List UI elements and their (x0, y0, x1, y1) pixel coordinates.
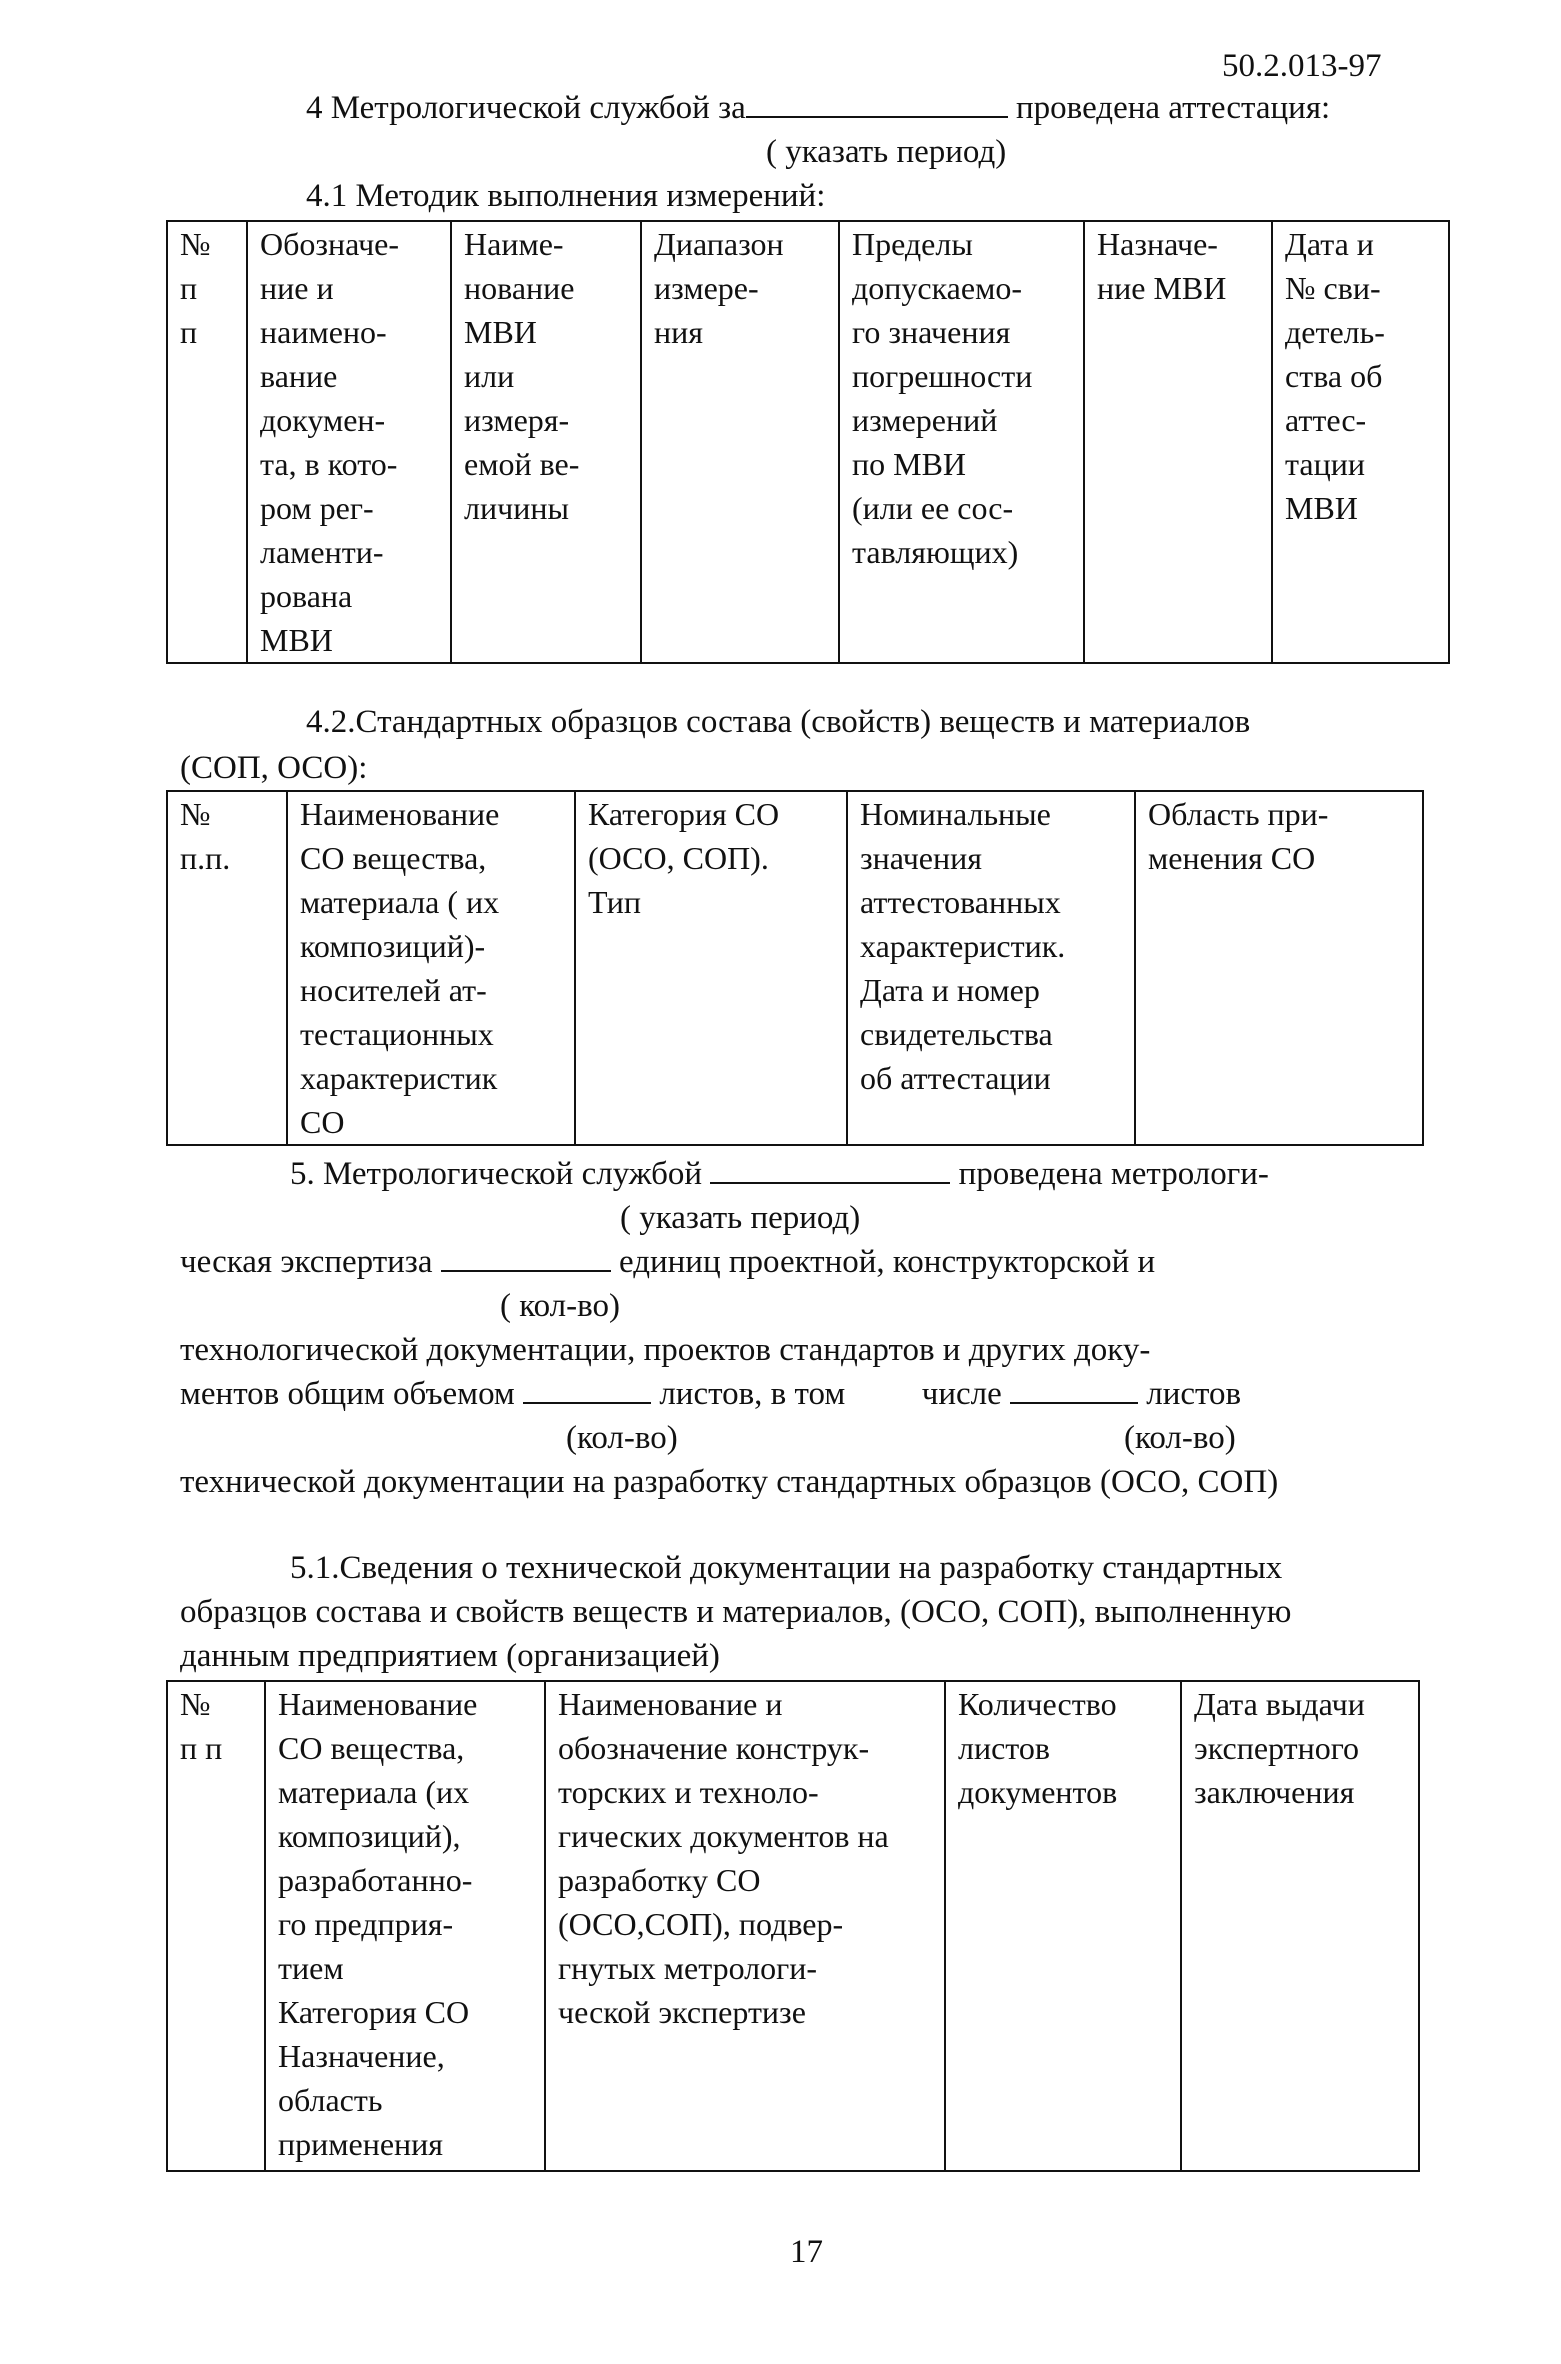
table-row (167, 1681, 1419, 2171)
table-header-cell: Категория СО (ОСО, СОП). Тип (575, 791, 847, 1145)
table-header-cell: Наиме- нование МВИ или измеря- емой ве- личины (451, 221, 641, 663)
quantity-blank[interactable] (523, 1402, 651, 1404)
section-5-text-b: проведена метрологи- (958, 1156, 1269, 1192)
page-number: 17 (790, 2234, 823, 2270)
table-row (167, 791, 1423, 1145)
quantity-hint: (кол-во) (566, 1420, 678, 1456)
section-5-line4 (180, 1372, 1241, 1416)
section-4-2-title-line2: (СОП, ОСО): (180, 750, 368, 786)
table-header-cell: Пределы допускаемо- го значения погрешности измерений по МВИ (или ее сос- тавляющих) (839, 221, 1084, 663)
table-header-cell: Номинальные значения аттестованных характеристик. Дата и номер свидетельства об аттестации (847, 791, 1135, 1145)
table-4-1 (166, 220, 1450, 664)
quantity-hint: (кол-во) (1124, 1420, 1236, 1456)
section-5-1-title-line2: образцов состава и свойств веществ и материалов, (ОСО, СОП), выполненную (180, 1594, 1292, 1630)
section-5-line1 (290, 1152, 1269, 1196)
section-5-text: листов (1146, 1376, 1242, 1412)
quantity-hint: ( кол-во) (500, 1288, 620, 1324)
section-5-text: ментов общим объемом (180, 1376, 515, 1412)
table-header-cell: Наименование и обозначение конструк- торских и техноло- гических документов на разработку СО (ОСО,СОП), подвер- гнутых метрологи- ческой экспертизе (545, 1681, 945, 2171)
section-5-line2 (180, 1240, 1155, 1284)
table-header-cell: № п.п. (167, 791, 287, 1145)
period-hint: ( указать период) (766, 134, 1007, 170)
period-blank[interactable] (746, 116, 1008, 118)
section-5-text: листов, в том (659, 1376, 846, 1412)
quantity-blank[interactable] (441, 1270, 611, 1272)
table-header-cell: Область при- менения СО (1135, 791, 1423, 1145)
section-5-1-title-line1: 5.1.Сведения о технической документации на разработку стандартных (290, 1550, 1283, 1586)
section-4-2-title-line1: 4.2.Стандартных образцов состава (свойств) веществ и материалов (306, 704, 1251, 740)
table-header-cell: Наименование СО вещества, материала ( их композиций)- носителей ат- тестационных характеристик СО (287, 791, 575, 1145)
section-5-text: ческая экспертиза (180, 1244, 433, 1280)
table-header-cell: Наименование СО вещества, материала (их композиций), разработанно- го предприя- тием Категория СО Назначение, область применения (265, 1681, 545, 2171)
period-blank[interactable] (710, 1182, 950, 1184)
section-5-text: числе (921, 1376, 1002, 1412)
table-header-cell: Дата выдачи экспертного заключения (1181, 1681, 1419, 2171)
document-number: 50.2.013-97 (1222, 48, 1382, 84)
section-4-line (306, 86, 1330, 130)
quantity-blank[interactable] (1010, 1402, 1138, 1404)
table-header-cell: Назначе- ние МВИ (1084, 221, 1272, 663)
table-5-1 (166, 1680, 1420, 2172)
section-5-text: единиц проектной, конструкторской и (618, 1244, 1156, 1280)
section-5-text-a: 5. Метрологической службой (290, 1156, 703, 1192)
section-4-1-title: 4.1 Методик выполнения измерений: (306, 178, 826, 214)
section-5-1-title-line3: данным предприятием (организацией) (180, 1638, 720, 1674)
table-header-cell: № п п (167, 221, 247, 663)
section-4-text-b: проведена аттестация: (1016, 90, 1331, 126)
period-hint: ( указать период) (620, 1200, 861, 1236)
table-header-cell: Дата и № сви- детель- ства об аттес- тации МВИ (1272, 221, 1449, 663)
table-header-cell: Количество листов документов (945, 1681, 1181, 2171)
section-4-text-a: 4 Метрологической службой за (306, 90, 746, 126)
table-header-cell: № п п (167, 1681, 265, 2171)
section-5-line5: технической документации на разработку стандартных образцов (ОСО, СОП) (180, 1464, 1279, 1500)
section-5-line3: технологической документации, проектов стандартов и других доку- (180, 1332, 1151, 1368)
table-4-2 (166, 790, 1424, 1146)
table-header-cell: Обозначе- ние и наимено- вание докумен- та, в кото- ром рег- ламенти- рована МВИ (247, 221, 451, 663)
table-header-cell: Диапазон измере- ния (641, 221, 839, 663)
table-row (167, 221, 1449, 663)
